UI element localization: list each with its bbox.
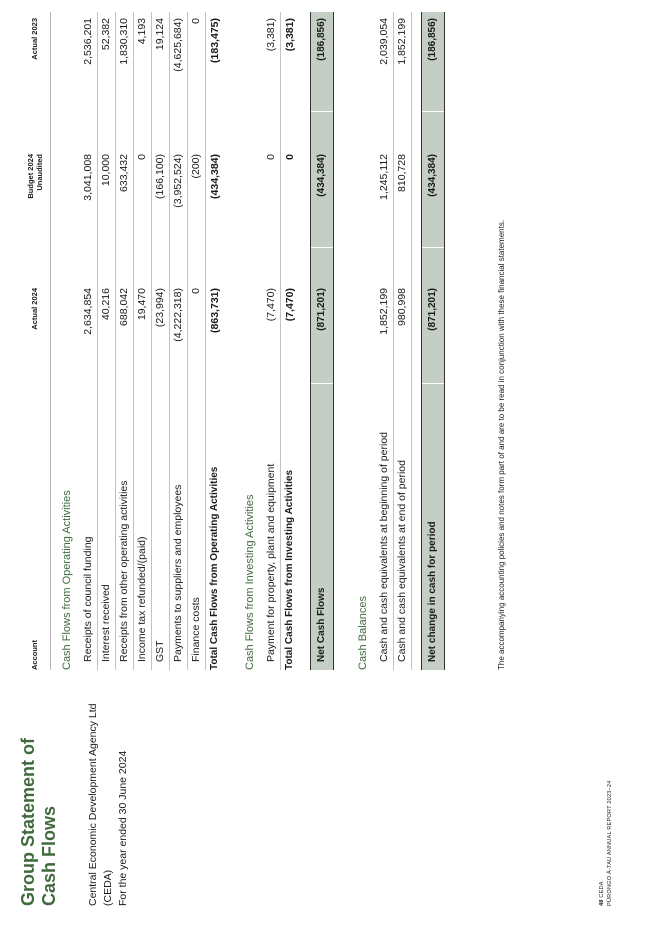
row-label: Finance costs [190,597,202,662]
cell-actual-2024: (7,470) [265,288,277,322]
cell-budget-2024: 0 [136,154,148,160]
row-label: Payments to suppliers and employees [172,484,184,662]
cell-actual-2024: 0 [190,288,202,294]
net-cash-flows-row [310,12,334,670]
row-label: Income tax refunded/(paid) [136,536,148,662]
column-header-budget-2024: Budget 2024 [26,154,35,199]
cell-actual-2023: 2,039,054 [378,18,390,65]
total-row-operating [206,12,224,670]
section-heading-balances: Cash Balances [357,596,369,670]
column-header-actual-2023: Actual 2023 [30,18,39,60]
column-separator [311,247,333,248]
cell-budget-2024: 0 [265,154,277,160]
cell-budget-2024: (434,384) [209,154,221,199]
column-separator [422,383,444,384]
table-row [97,12,115,670]
column-separator [422,247,444,248]
total-row-investing [281,12,299,670]
cell-actual-2024: (863,731) [209,288,221,333]
cell-actual-2024: 40,216 [100,288,112,321]
cell-actual-2023: 2,536,201 [82,18,94,65]
cell-budget-2024: (434,384) [316,154,327,197]
cell-actual-2023: 1,852,199 [396,18,408,65]
cell-actual-2024: 19,470 [136,288,148,321]
column-header-budget-2024-unaudited: Unaudited [35,154,44,191]
statement-note: The accompanying accounting policies and notes form part of and are to be read in conjunction with these financial statements. [497,219,506,670]
row-label: Total Cash Flows from Operating Activities [209,466,220,670]
table-row [169,12,187,670]
cell-actual-2024: (871,201) [427,288,438,331]
cell-actual-2023: (186,856) [427,18,438,61]
cell-budget-2024: (166,100) [154,154,166,199]
cell-budget-2024: 0 [284,154,296,160]
cell-budget-2024: 10,000 [100,154,112,187]
row-label: Payment for property, plant and equipment [265,463,277,662]
cell-actual-2023: 4,193 [136,18,148,45]
section-heading-investing: Cash Flows from Investing Activities [244,494,256,670]
net-change-row [421,12,445,670]
table-row [393,12,411,670]
table-row [79,12,97,670]
cell-actual-2024: (4,222,318) [172,288,184,342]
cell-actual-2024: 980,998 [396,288,408,326]
cell-actual-2023: (4,625,684) [172,18,184,72]
cell-actual-2023: (183,475) [209,18,221,63]
page-number: 48 [599,899,605,906]
entity-name: Central Economic Development Agency Ltd (CEDA) [87,703,114,906]
row-label: Cash and cash equivalents at beginning of period [378,432,390,662]
table-row [133,12,151,670]
cell-actual-2023: (3,381) [284,18,296,52]
cell-actual-2023: 0 [190,18,202,24]
header-divider [50,12,51,670]
footer-org: CEDA [599,881,605,898]
row-label: Receipts of council funding [82,536,94,662]
row-divider [411,12,412,670]
column-separator [422,111,444,112]
row-label: Receipts from other operating activities [118,480,130,662]
cell-budget-2024: 810,728 [396,154,408,192]
column-header-account: Account [30,640,39,670]
table-row [115,12,133,670]
row-label: Cash and cash equivalents at end of period [396,460,408,662]
cell-actual-2024: 1,852,199 [378,288,390,335]
section-heading-operating: Cash Flows from Operating Activities [61,490,73,670]
page-footer [598,780,614,906]
cell-actual-2024: 2,634,854 [82,288,94,335]
table-row [187,12,205,670]
cell-actual-2024: (871,201) [316,288,327,331]
cell-actual-2023: 19,124 [154,18,166,51]
row-label: Total Cash Flows from Investing Activities [284,469,295,670]
column-separator [311,111,333,112]
cell-actual-2024: (7,470) [284,288,296,322]
row-label: Interest received [100,584,112,662]
footer-report-name: PŪRONGO Ā-TAU ANNUAL REPORT 2023–24 [607,780,613,906]
page-title: Group Statement of Cash Flows [18,737,59,906]
cell-budget-2024: (3,952,524) [172,154,184,208]
cell-actual-2023: (186,856) [316,18,327,61]
table-row [262,12,280,670]
row-label: GST [154,640,166,662]
table-row [151,12,169,670]
cell-budget-2024: (434,384) [427,154,438,197]
column-separator [311,383,333,384]
cell-budget-2024: 633,432 [118,154,130,192]
table-row [375,12,393,670]
row-label: Net Cash Flows [316,587,327,662]
cell-actual-2024: (23,994) [154,288,166,328]
cell-budget-2024: (200) [190,154,202,179]
reporting-period: For the year ended 30 June 2024 [117,750,129,906]
column-header-actual-2024: Actual 2024 [30,288,39,330]
cell-actual-2023: 1,830,310 [118,18,130,65]
cell-actual-2023: (3,381) [265,18,277,52]
cell-budget-2024: 1,245,112 [378,154,390,200]
cell-actual-2024: 688,042 [118,288,130,326]
row-label: Net change in cash for period [427,521,438,662]
cell-actual-2023: 52,382 [100,18,112,51]
cell-budget-2024: 3,041,008 [82,154,94,201]
